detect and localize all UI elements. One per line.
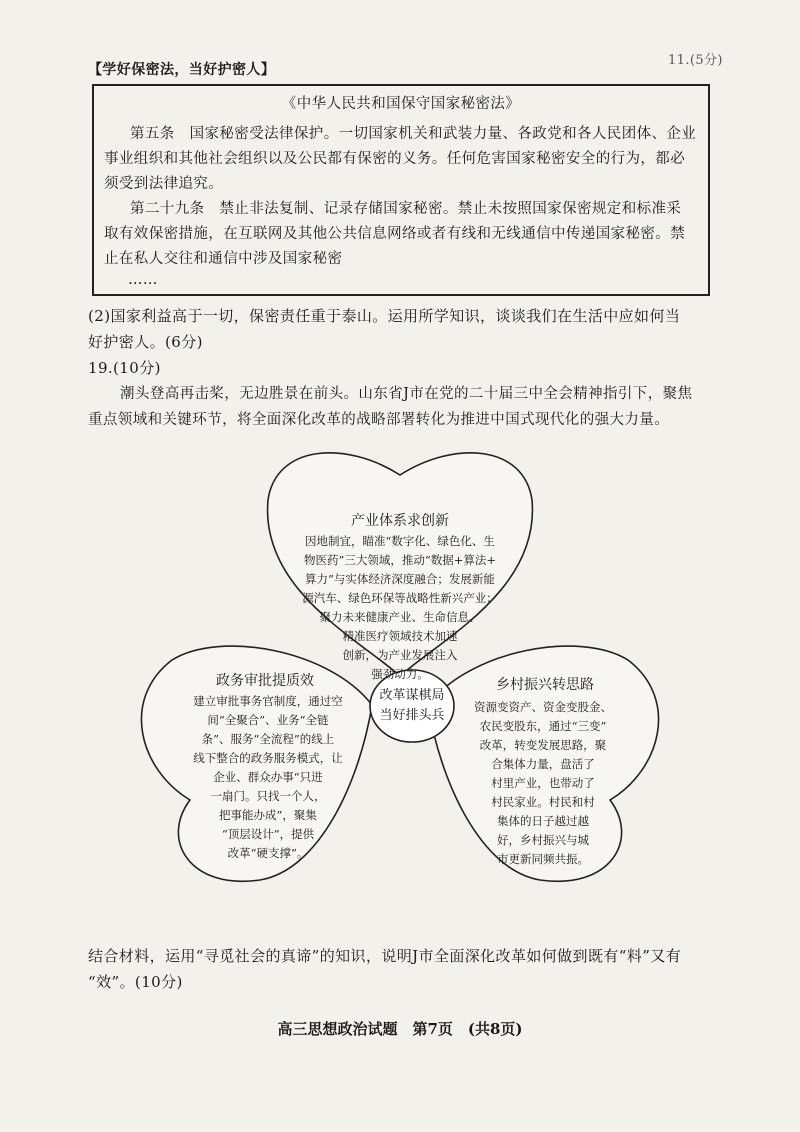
q19-number: 19.(10分) (88, 359, 161, 377)
top-line: 算力”与实体经济深度融合；发展新能 (305, 572, 495, 586)
top-leaf-body (290, 532, 510, 684)
right-line: 农民变股东，通过“三变” (479, 719, 607, 733)
right-line: 村民家业。村民和村 (491, 795, 595, 809)
q19-intro-line2: 重点领域和关键环节，将全面深化改革的战略部署转化为推进中国式现代化的强大力量。 (88, 412, 670, 428)
right-line: 集体的日子越过越 (497, 814, 589, 828)
left-line: 线下整合的政务服务模式，让 (193, 751, 343, 765)
left-line: 一扇门。只找一个人， (210, 789, 326, 803)
top-line: 物医药”三大领域，推动“数据+算法+ (303, 553, 497, 567)
q18-2-line1: (2)国家利益高于一切，保密责任重于泰山。运用所学知识，谈谈我们在生活中应如何当 (88, 307, 681, 325)
article5-line3: 须受到法律追究。 (104, 176, 224, 192)
right-leaf-body (450, 698, 636, 869)
left-line: 改革“硬支撑”。 (227, 846, 309, 860)
law-ellipsis: …… (128, 272, 158, 288)
top-line: 聚力未来健康产业、生命信息、 (319, 610, 481, 624)
right-line: 市更新同频共振。 (497, 852, 589, 866)
header-fragment: 11.(5分) (668, 53, 723, 68)
q18-2-line2: 好护密人。(6分) (88, 333, 203, 351)
left-line: “顶层设计”，提供 (221, 827, 315, 841)
center-line2: 当好排头兵 (379, 708, 445, 723)
q19-question-line2: “效”。(10分) (88, 973, 183, 991)
top-line: 强劲动力。 (371, 667, 429, 681)
article5-line2: 事业组织和其他社会组织以及公民都有保密的义务。任何危害国家秘密安全的行为，都必 (104, 151, 686, 167)
top-line: 精准医疗领域技术加速 (342, 629, 458, 643)
top-line: 源汽车、绿色环保等战略性新兴产业； (302, 591, 498, 605)
q19-intro-line1: 潮头登高再击桨，无边胜景在前头。山东省J市在党的二十届三中全会精神指引下，聚焦 (120, 386, 693, 402)
right-leaf-title: 乡村振兴转思路 (496, 677, 594, 693)
q19-question-line1: 结合材料，运用“寻觅社会的真谛”的知识，说明J市全面深化改革如何做到既有“料”又有 (88, 947, 682, 965)
right-line: 资源变资产、资金变股金、 (474, 700, 612, 714)
article29-line2: 取有效保密措施，在互联网及其他公共信息网络或者有线和无线通信中传递国家秘密。禁 (104, 226, 686, 242)
center-line1: 改革谋棋局 (379, 688, 445, 703)
section-title: 【学好保密法，当好护密人】 (88, 62, 276, 78)
right-line: 好，乡村振兴与城 (497, 833, 589, 847)
top-leaf-title: 产业体系求创新 (351, 513, 449, 529)
left-leaf-body (186, 692, 350, 863)
right-line: 改革，转变发展思路，聚 (479, 738, 607, 752)
article5-line1: 第五条 国家秘密受法律保护。一切国家机关和武装力量、各政党和各人民团体、企业 (130, 126, 697, 142)
left-leaf-title: 政务审批提质效 (216, 673, 314, 689)
left-line: 企业、群众办事“只进 (213, 770, 323, 784)
left-line: 间“全聚合”、业务“全链 (207, 713, 329, 727)
center-text (370, 686, 454, 726)
law-title: 《中华人民共和国保守国家秘密法》 (281, 96, 521, 112)
top-line: 创新，为产业发展注入 (342, 648, 458, 662)
left-line: 把事能办成”，聚集 (219, 808, 317, 822)
right-line: 村里产业，也带动了 (491, 776, 595, 790)
left-line: 建立审批事务官制度，通过空 (193, 694, 343, 708)
page-footer: 高三思想政治试题 第7页 (共8页) (277, 1020, 523, 1038)
left-line: 条”、服务“全流程”的线上 (201, 732, 335, 746)
article29-line1: 第二十九条 禁止非法复制、记录存储国家秘密。禁止未按照国家保密规定和标准采 (130, 201, 682, 217)
article29-line3: 止在私人交往和通信中涉及国家秘密 (104, 251, 343, 267)
top-line: 因地制宜，瞄准“数字化、绿色化、生 (305, 534, 495, 548)
right-line: 合集体力量，盘活了 (491, 757, 595, 771)
